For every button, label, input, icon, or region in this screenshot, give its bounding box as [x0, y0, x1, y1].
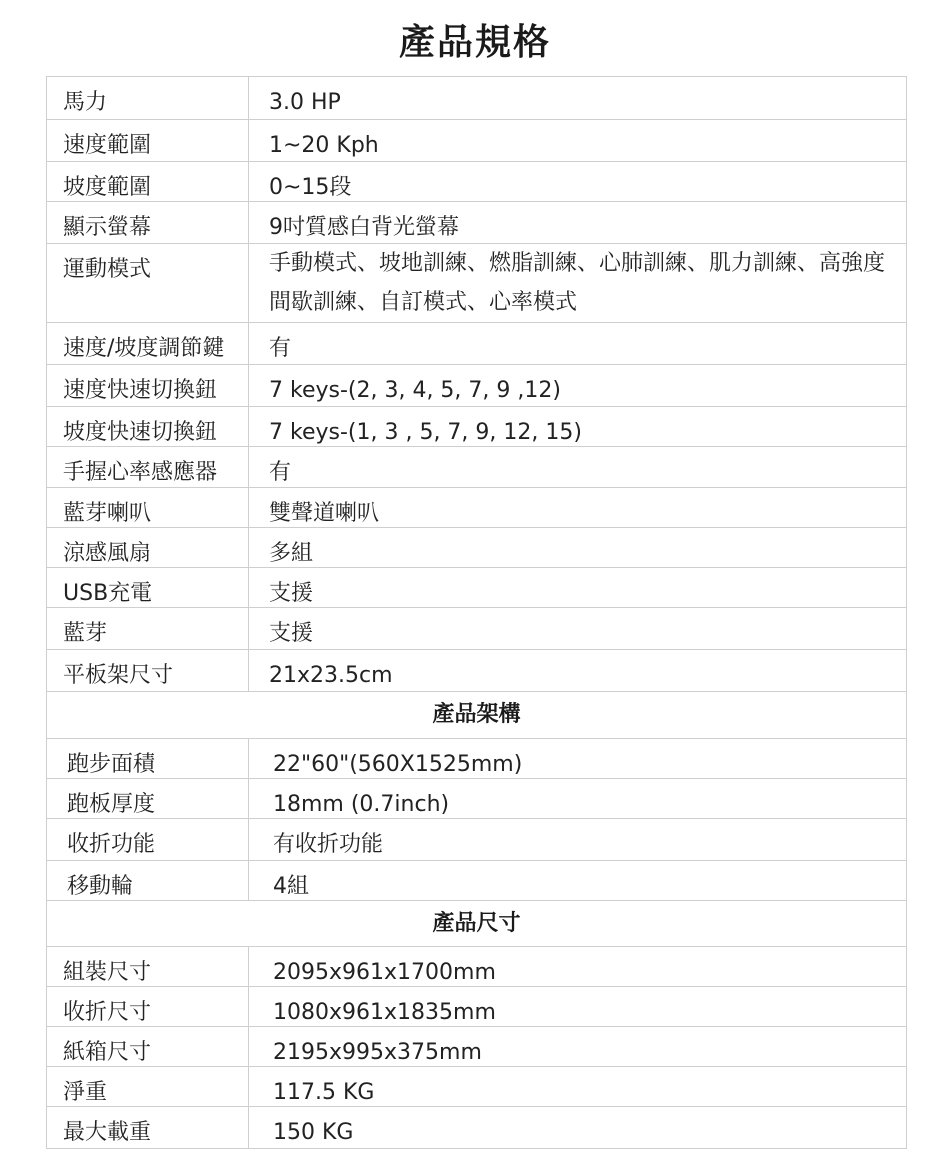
spec-label: 收折尺寸 — [47, 987, 249, 1027]
spec-value: 4組 — [249, 861, 907, 901]
spec-table — [46, 76, 907, 1149]
section-heading-structure: 產品架構 — [47, 692, 907, 739]
table-row — [47, 162, 907, 202]
spec-label: 移動輪 — [47, 861, 249, 901]
spec-value: 支援 — [249, 568, 907, 608]
spec-label: 組裝尺寸 — [47, 947, 249, 987]
spec-label: 收折功能 — [47, 819, 249, 861]
table-row — [47, 120, 907, 162]
spec-label: 平板架尺寸 — [47, 650, 249, 692]
spec-label: 速度快速切換鈕 — [47, 365, 249, 407]
table-row — [47, 244, 907, 323]
spec-value: 150 KG — [249, 1107, 907, 1149]
spec-value: 117.5 KG — [249, 1067, 907, 1107]
table-row — [47, 861, 907, 901]
table-row — [47, 650, 907, 692]
spec-value: 有 — [249, 447, 907, 488]
spec-value: 21x23.5cm — [249, 650, 907, 692]
spec-label: 紙箱尺寸 — [47, 1027, 249, 1067]
table-row — [47, 819, 907, 861]
spec-value: 支援 — [249, 608, 907, 650]
spec-value: 有收折功能 — [249, 819, 907, 861]
spec-label: 跑板厚度 — [47, 779, 249, 819]
spec-value: 22"60"(560X1525mm) — [249, 739, 907, 779]
spec-value: 2195x995x375mm — [249, 1027, 907, 1067]
spec-value: 18mm (0.7inch) — [249, 779, 907, 819]
table-row — [47, 528, 907, 568]
table-row — [47, 1067, 907, 1107]
spec-value: 3.0 HP — [249, 77, 907, 120]
spec-value: 1~20 Kph — [249, 120, 907, 162]
spec-value: 7 keys-(1, 3 , 5, 7, 9, 12, 15) — [249, 407, 907, 447]
spec-label: 藍芽 — [47, 608, 249, 650]
table-row — [47, 323, 907, 365]
table-row — [47, 202, 907, 244]
spec-value: 1080x961x1835mm — [249, 987, 907, 1027]
spec-label: 運動模式 — [47, 244, 249, 323]
spec-value: 0~15段 — [249, 162, 907, 202]
section-header-row — [47, 692, 907, 739]
table-row — [47, 365, 907, 407]
spec-value: 有 — [249, 323, 907, 365]
spec-value: 雙聲道喇叭 — [249, 488, 907, 528]
spec-label: 坡度快速切換鈕 — [47, 407, 249, 447]
spec-label: 速度範圍 — [47, 120, 249, 162]
table-row — [47, 77, 907, 120]
spec-label: USB充電 — [47, 568, 249, 608]
spec-value: 手動模式、坡地訓練、燃脂訓練、心肺訓練、肌力訓練、高強度間歇訓練、自訂模式、心率模式 — [249, 244, 907, 323]
spec-label: 跑步面積 — [47, 739, 249, 779]
spec-value: 7 keys-(2, 3, 4, 5, 7, 9 ,12) — [249, 365, 907, 407]
table-row — [47, 987, 907, 1027]
spec-label: 坡度範圍 — [47, 162, 249, 202]
table-row — [47, 739, 907, 779]
table-row — [47, 947, 907, 987]
spec-value: 2095x961x1700mm — [249, 947, 907, 987]
spec-label: 手握心率感應器 — [47, 447, 249, 488]
page-title: 產品規格 — [398, 22, 551, 63]
spec-value: 多組 — [249, 528, 907, 568]
table-row — [47, 568, 907, 608]
table-row — [47, 608, 907, 650]
spec-label: 涼感風扇 — [47, 528, 249, 568]
spec-value: 9吋質感白背光螢幕 — [249, 202, 907, 244]
table-row — [47, 1027, 907, 1067]
spec-label: 藍芽喇叭 — [47, 488, 249, 528]
spec-label: 淨重 — [47, 1067, 249, 1107]
spec-label: 馬力 — [47, 77, 249, 120]
table-row — [47, 407, 907, 447]
spec-label: 顯示螢幕 — [47, 202, 249, 244]
section-heading-dimensions: 產品尺寸 — [47, 901, 907, 947]
spec-label: 最大載重 — [47, 1107, 249, 1149]
spec-label: 速度/坡度調節鍵 — [47, 323, 249, 365]
table-row — [47, 1107, 907, 1149]
section-header-row — [47, 901, 907, 947]
table-row — [47, 447, 907, 488]
table-row — [47, 779, 907, 819]
table-row — [47, 488, 907, 528]
